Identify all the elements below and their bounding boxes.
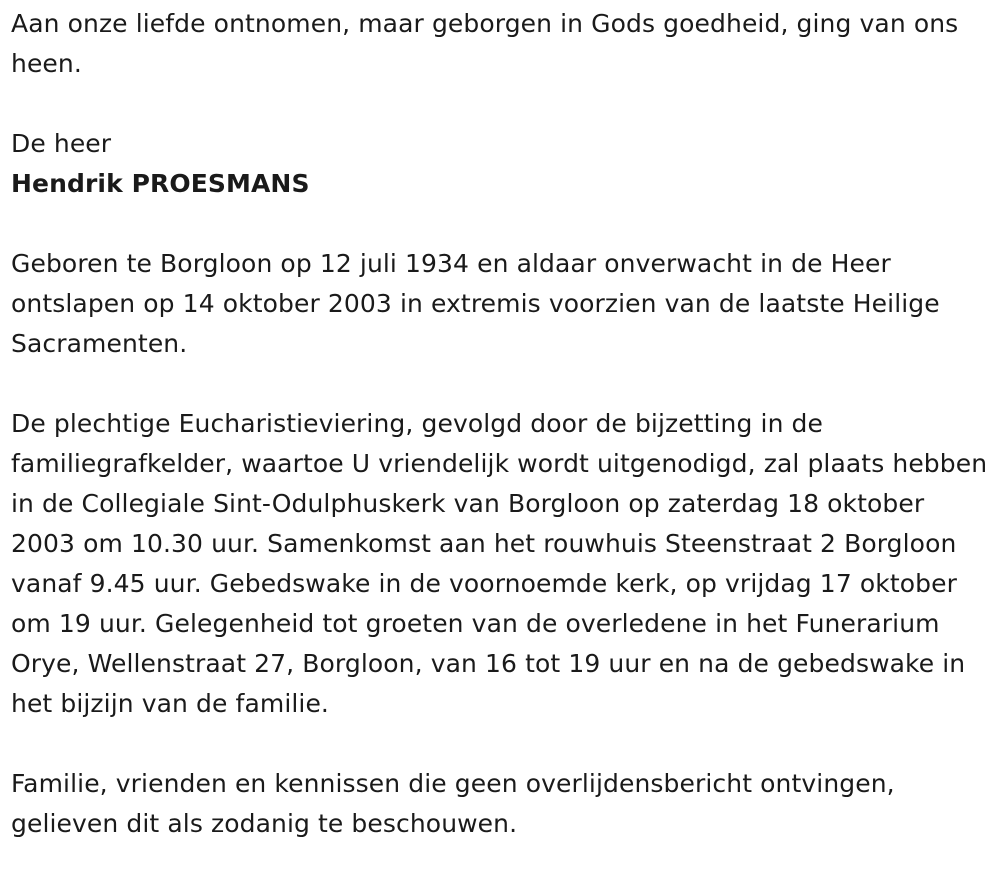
spacer (11, 204, 996, 244)
deceased-name: Hendrik PROESMANS (11, 169, 310, 198)
spacer (11, 724, 996, 764)
salutation: De heer (11, 129, 112, 158)
birth-death-paragraph: Geboren te Borgloon op 12 juli 1934 en aldaar onverwacht in de Heer ontslapen op 14 oktober 2003 in extremis voorzien van de laatste Heilige Sacramenten. (11, 249, 940, 358)
closing-paragraph: Familie, vrienden en kennissen die geen overlijdensbericht ontvingen, gelieven dit als zodanig te beschouwen. (11, 769, 895, 838)
spacer (11, 364, 996, 404)
death-notice (11, 4, 996, 844)
spacer (11, 84, 996, 124)
intro-text: Aan onze liefde ontnomen, maar geborgen in Gods goedheid, ging van ons heen. (11, 9, 959, 78)
ceremony-paragraph: De plechtige Eucharistieviering, gevolgd door de bijzetting in de familiegrafkelder, waartoe U vriendelijk wordt uitgenodigd, zal plaats hebben in de Collegiale Sint-Odulphuskerk van Borgloon op zaterdag 18 oktober 2003 om 10.30 uur. Samenkomst aan het rouwhuis Steenstraat 2 Borgloon vanaf 9.45 uur. Gebedswake in de voornoemde kerk, op vrijdag 17 oktober om 19 uur. Gelegenheid tot groeten van de overledene in het Funerarium Orye, Wellenstraat 27, Borgloon, van 16 tot 19 uur en na de gebedswake in het bijzijn van de familie. (11, 409, 988, 718)
